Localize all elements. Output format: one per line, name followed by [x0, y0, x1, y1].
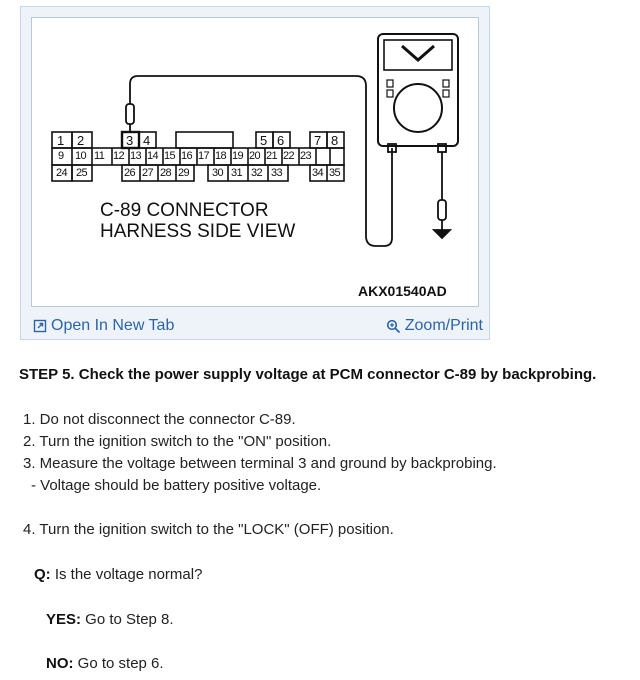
figure-code: AKX01540AD — [358, 283, 447, 299]
yes-label: YES: — [46, 611, 82, 628]
pin-label: 6 — [277, 133, 285, 148]
pin-label: 31 — [231, 167, 243, 179]
pin-label: 19 — [232, 150, 244, 162]
step-3-subitem: - Voltage should be battery positive voltage. — [31, 477, 322, 494]
pin-label: 21 — [266, 150, 278, 162]
pin-label: 30 — [212, 167, 224, 179]
pin-label: 9 — [58, 150, 64, 162]
pin-label: 7 — [314, 133, 322, 148]
caption-line-1: C-89 CONNECTOR — [100, 200, 269, 221]
pin-labels — [32, 18, 480, 308]
pin-label: 4 — [143, 133, 151, 148]
pin-label: 14 — [147, 150, 159, 162]
open-tab-icon — [33, 319, 47, 333]
pin-label: 20 — [249, 150, 261, 162]
figure-container — [20, 6, 490, 340]
pin-label: 17 — [198, 150, 210, 162]
pin-label: 33 — [271, 167, 283, 179]
open-new-tab-link[interactable] — [33, 317, 174, 335]
pin-label: 16 — [181, 150, 193, 162]
caption-line-2: HARNESS SIDE VIEW — [100, 221, 296, 242]
pin-label: 22 — [283, 150, 295, 162]
pin-label: 5 — [260, 133, 268, 148]
zoom-print-link[interactable] — [386, 317, 483, 335]
pin-label: 11 — [94, 150, 105, 162]
question — [34, 566, 202, 583]
answer-yes — [46, 611, 174, 628]
pin-label: 3 — [126, 133, 134, 148]
pin-label: 13 — [130, 150, 142, 162]
magnifier-icon — [386, 319, 401, 334]
no-label: NO: — [46, 655, 74, 672]
pin-label: 26 — [124, 167, 136, 179]
pin-label: 12 — [113, 150, 125, 162]
pin-label: 29 — [178, 167, 190, 179]
zoom-print-label: Zoom/Print — [404, 317, 483, 334]
pin-label: 35 — [329, 167, 341, 179]
step-heading: STEP 5. Check the power supply voltage at PCM connector C-89 by backprobing. — [19, 366, 597, 383]
pin-label: 28 — [160, 167, 172, 179]
diagram-caption — [100, 200, 295, 242]
step-item-2: 2. Turn the ignition switch to the "ON" position. — [23, 433, 332, 450]
connector-diagram — [31, 17, 479, 307]
pin-label: 18 — [215, 150, 227, 162]
open-new-tab-label: Open In New Tab — [51, 317, 175, 334]
pin-label: 2 — [77, 133, 85, 148]
pin-label: 32 — [251, 167, 263, 179]
question-label: Q: — [34, 566, 51, 583]
pin-label: 10 — [75, 150, 87, 162]
pin-label: 27 — [142, 167, 154, 179]
pin-label: 24 — [56, 167, 68, 179]
step-item-1: 1. Do not disconnect the connector C-89. — [23, 411, 296, 428]
pin-label: 23 — [300, 150, 312, 162]
pin-label: 15 — [164, 150, 176, 162]
pin-label: 1 — [57, 133, 65, 148]
step-item-3: 3. Measure the voltage between terminal 3 and ground by backprobing. — [23, 455, 497, 472]
yes-text: Go to Step 8. — [81, 611, 174, 628]
figure-toolbar — [21, 313, 491, 341]
answer-no — [46, 655, 164, 672]
step-item-4: 4. Turn the ignition switch to the "LOCK" (OFF) position. — [23, 521, 394, 538]
pin-label: 8 — [331, 133, 339, 148]
no-text: Go to step 6. — [73, 655, 164, 672]
pin-label: 34 — [312, 167, 324, 179]
pin-label: 25 — [76, 167, 88, 179]
question-text: Is the voltage normal? — [50, 566, 203, 583]
